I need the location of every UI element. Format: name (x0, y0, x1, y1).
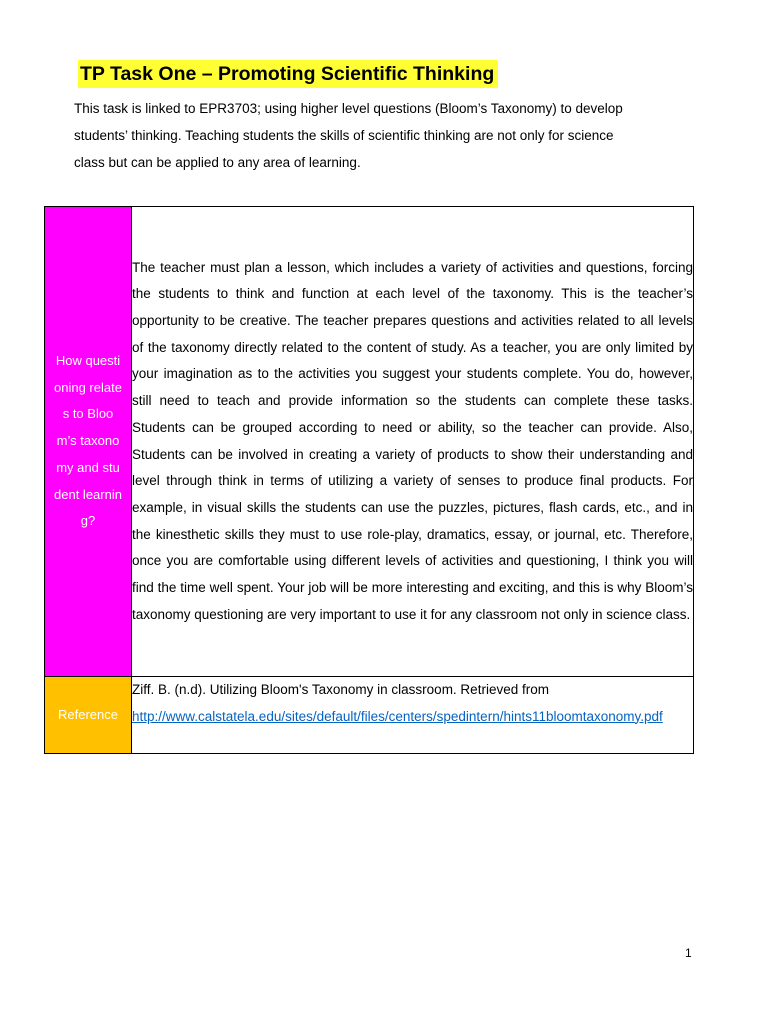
intro-line: This task is linked to EPR3703; using higher level questions (Bloom’s Taxonomy) to develop (74, 101, 623, 116)
document-title: TP Task One – Promoting Scientific Thinking (78, 60, 498, 88)
row-content-questioning: The teacher must plan a lesson, which includes a variety of activities and questions, forcing the students to think and function at each level of the taxonomy. This is the teacher’s opportunity to be creative. The teacher prepares questions and activities related to all levels of the taxonomy directly related to the content of study. As a teacher, you are only limited by your imagination as to the activities you suggest your students complete. You do, however, still need to teach and provide information so the students can complete these tasks. Students can be grouped according to need or ability, so the teacher can provide. Also, Students can be involved in creating a variety of products to show their understanding and level through think in terms of utilizing a variety of senses to produce final products. For example, in visual skills the students can use the puzzles, pictures, flash cards, etc., and in the kinesthetic skills they must to use role-play, dramatics, essay, or journal, etc. Therefore, once you are comfortable using different levels of activities and questioning, I think you will find the time well spent. Your job will be more interesting and exciting, and this is why Bloom’s taxonomy questioning are very important to use it for any classroom not only in science class. (132, 207, 694, 677)
task-table (44, 206, 694, 754)
intro-line: class but can be applied to any area of learning. (74, 155, 361, 170)
table-row-questioning (45, 207, 694, 677)
page-number: 1 (685, 946, 692, 960)
row-label-questioning (45, 207, 132, 677)
row-label-text: How questioning relates to Bloom’s taxonomy and student learning? (54, 353, 122, 529)
row-label-reference: Reference (45, 677, 132, 754)
reference-link[interactable]: http://www.calstatela.edu/sites/default/files/centers/spedintern/hints11bloomtaxonomy.pdf (132, 708, 663, 724)
reference-citation: Ziff. B. (n.d). Utilizing Bloom's Taxonomy in classroom. Retrieved from (132, 682, 549, 697)
intro-line: students’ thinking. Teaching students the skills of scientific thinking are not only for science (74, 128, 614, 143)
row-content-reference (132, 677, 694, 754)
table-row-reference (45, 677, 694, 754)
intro-paragraph (74, 95, 694, 176)
